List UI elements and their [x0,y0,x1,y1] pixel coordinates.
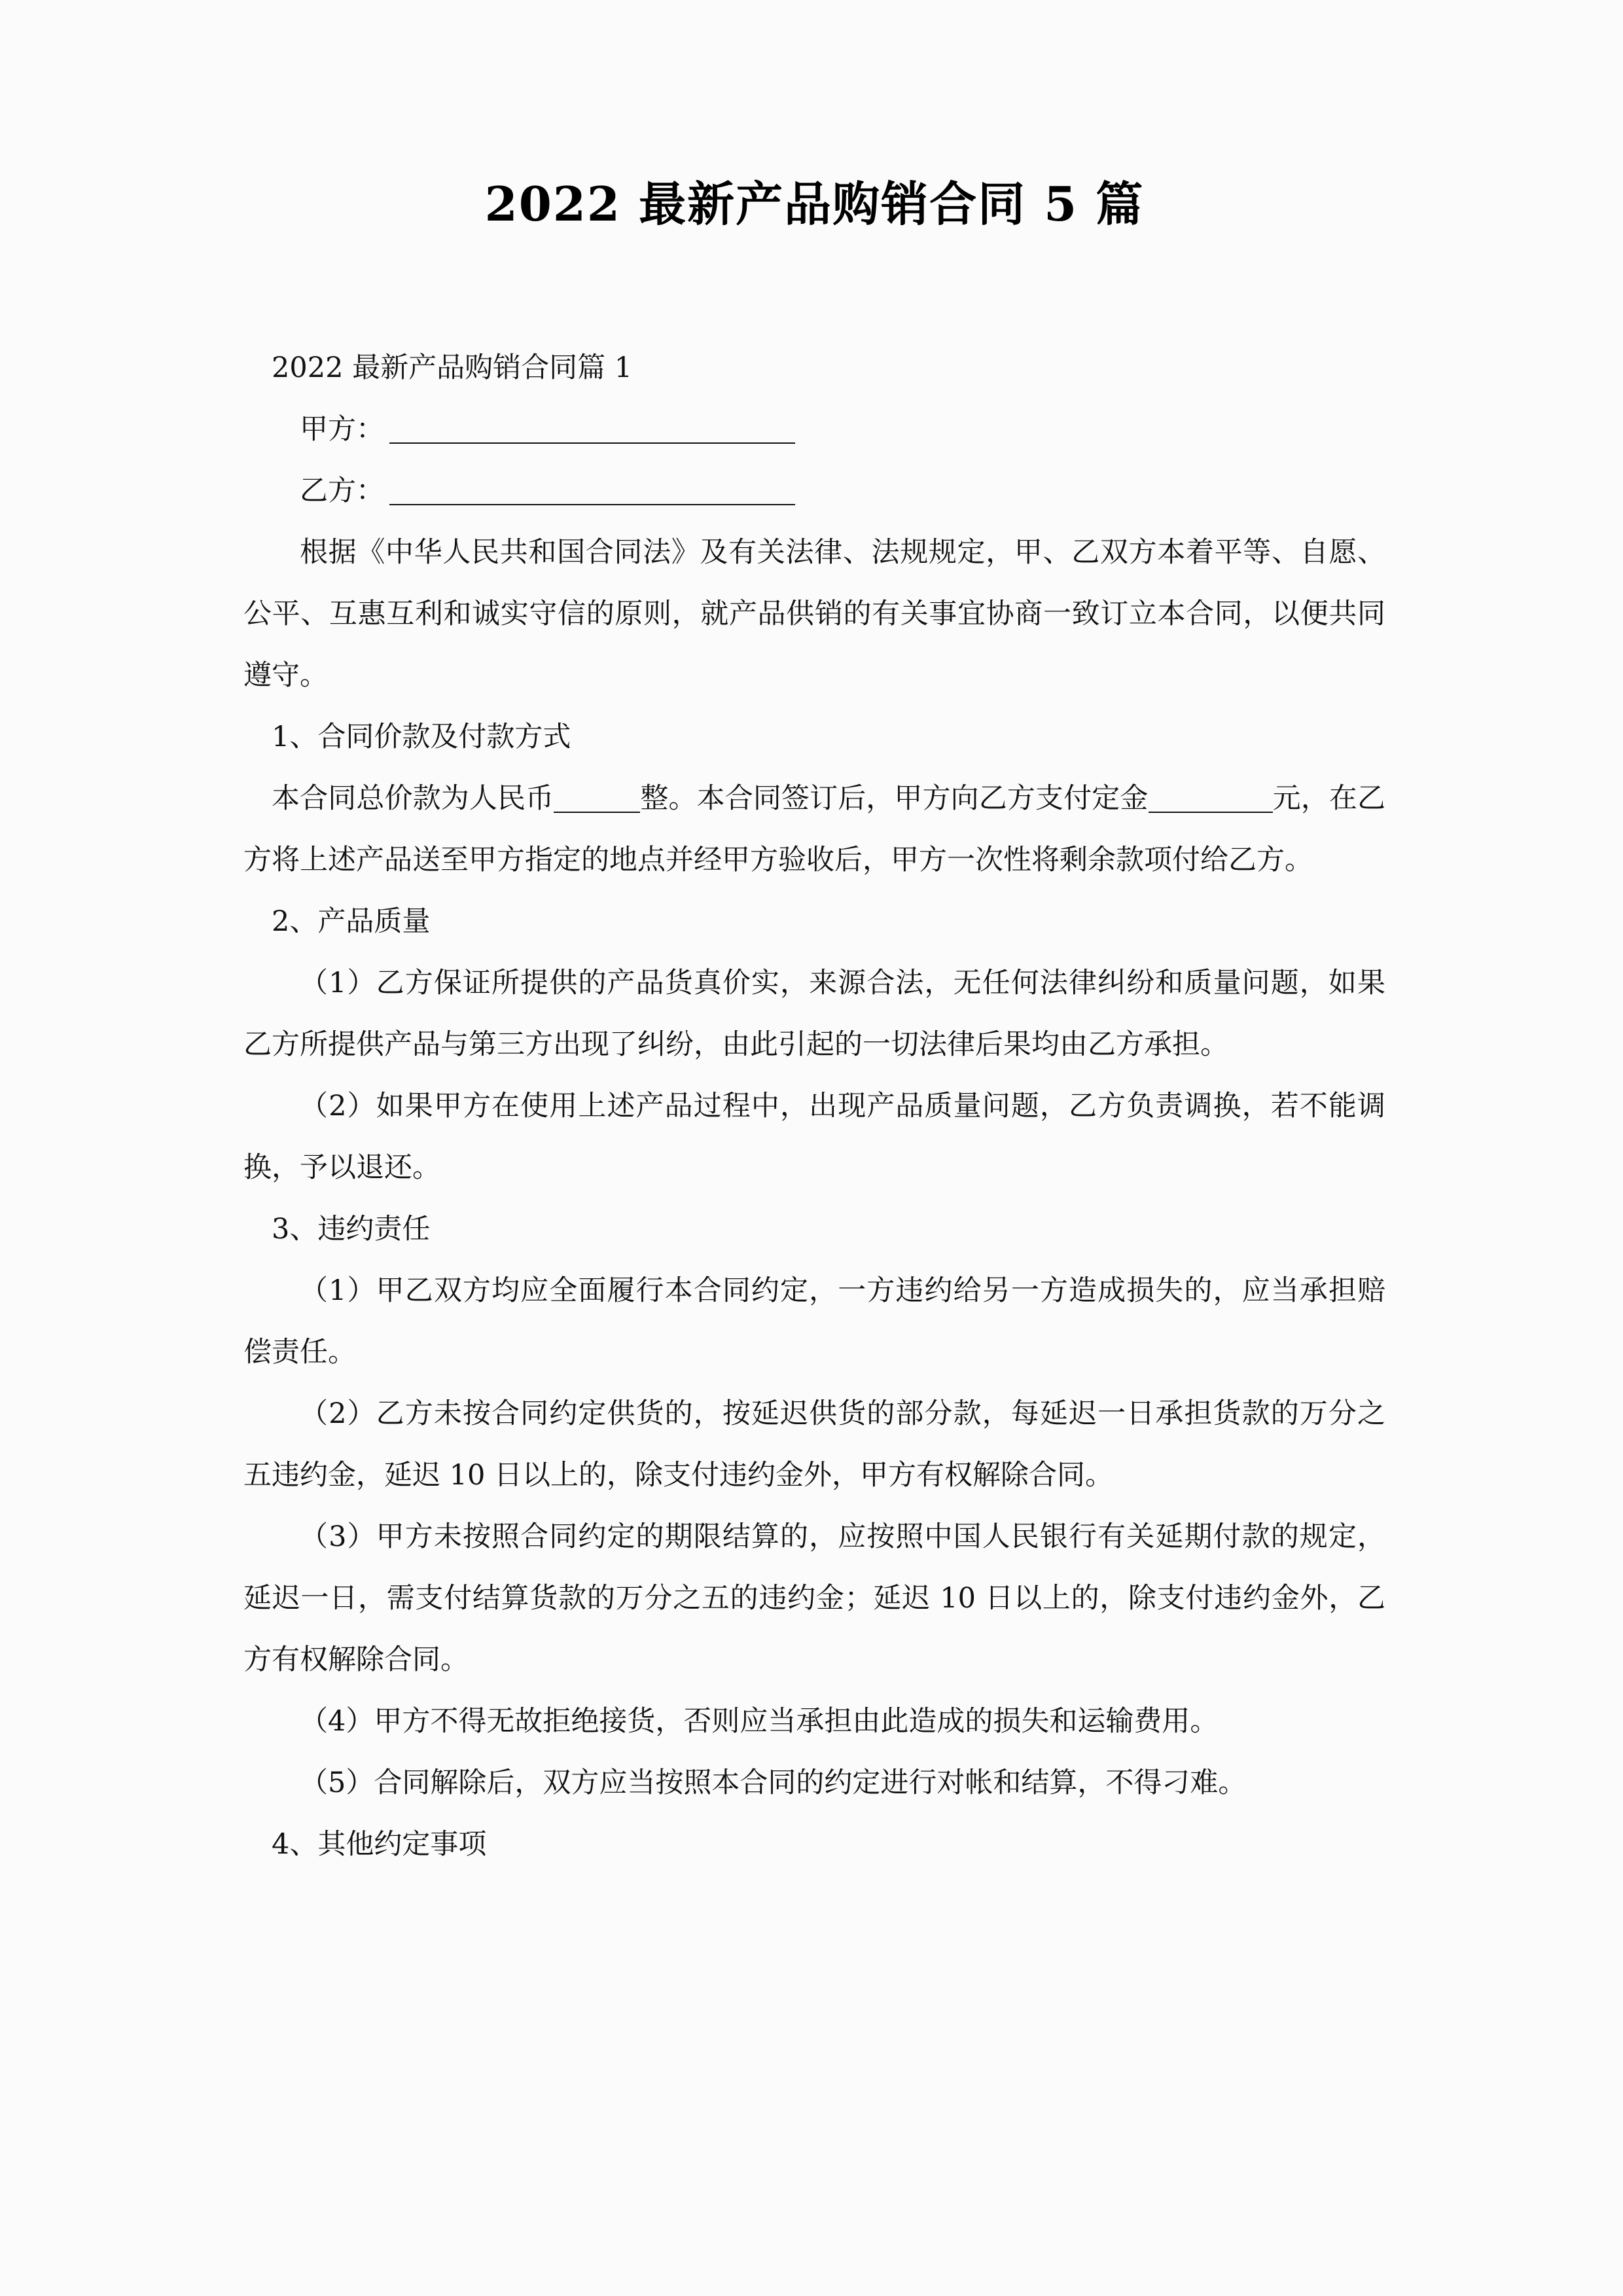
section-3-item-4: （4）甲方不得无故拒绝接货，否则应当承担由此造成的损失和运输费用。 [300,1705,1219,1738]
section-heading-4: 4、其他约定事项 [272,1828,487,1861]
section-3-item-3: （3）甲方未按照合同约定的期限结算的，应按照中国人民银行有关延期付款的规定，延迟一日，需支付结算货款的万分之五的违约金；延迟 10 日以上的，除支付违约金外，乙方有权解除合同。 [243,1520,1385,1677]
document-subtitle: 2022 最新产品购销合同篇 1 [272,351,633,385]
page-title: 2022 最新产品购销合同 5 篇 [484,176,1145,232]
price-text-part-2: 整。本合同签订后，甲方向乙方支付定金 [640,782,1149,816]
price-text-part-3: 元，在乙方将上述产品送至甲方指定的地点并经甲方验收后，甲方一次性将剩余款项付给乙方。 [243,782,1386,877]
section-3-item-1: （1）甲乙双方均应全面履行本合同约定，一方违约给另一方造成损失的，应当承担赔偿责任。 [243,1274,1385,1369]
section-heading-3: 3、违约责任 [272,1213,431,1246]
party-a-field [243,399,1385,460]
section-2-item-1: （1）乙方保证所提供的产品货真价实，来源合法，无任何法律纠纷和质量问题，如果乙方所提供产品与第三方出现了纠纷，由此引起的一切法律后果均由乙方承担。 [243,967,1385,1062]
party-b-label: 乙方： [300,475,384,508]
party-b-input-rule[interactable] [389,504,795,505]
price-paragraph [243,768,1385,891]
section-3-item-5: （5）合同解除后，双方应当按照本合同的约定进行对帐和结算，不得刁难。 [300,1767,1247,1800]
party-b-field [243,460,1385,522]
deposit-amount-blank[interactable] [1149,812,1273,813]
document-content [243,0,1385,1875]
section-heading-2: 2、产品质量 [272,905,431,939]
party-a-label: 甲方： [300,413,384,446]
section-2-item-2: （2）如果甲方在使用上述产品过程中，出现产品质量问题，乙方负责调换，若不能调换，予以退还。 [243,1090,1385,1185]
total-price-blank[interactable] [554,812,640,813]
section-heading-1: 1、合同价款及付款方式 [272,721,571,754]
party-a-input-rule[interactable] [389,442,795,444]
price-text-part-1: 本合同总价款为人民币 [272,782,554,816]
preamble-paragraph: 根据《中华人民共和国合同法》及有关法律、法规规定，甲、乙双方本着平等、自愿、公平、互惠互利和诚实守信的原则，就产品供销的有关事宜协商一致订立本合同，以便共同遵守。 [243,536,1385,692]
section-3-item-2: （2）乙方未按合同约定供货的，按延迟供货的部分款，每延迟一日承担货款的万分之五违约金，延迟 10 日以上的，除支付违约金外，甲方有权解除合同。 [243,1397,1385,1492]
